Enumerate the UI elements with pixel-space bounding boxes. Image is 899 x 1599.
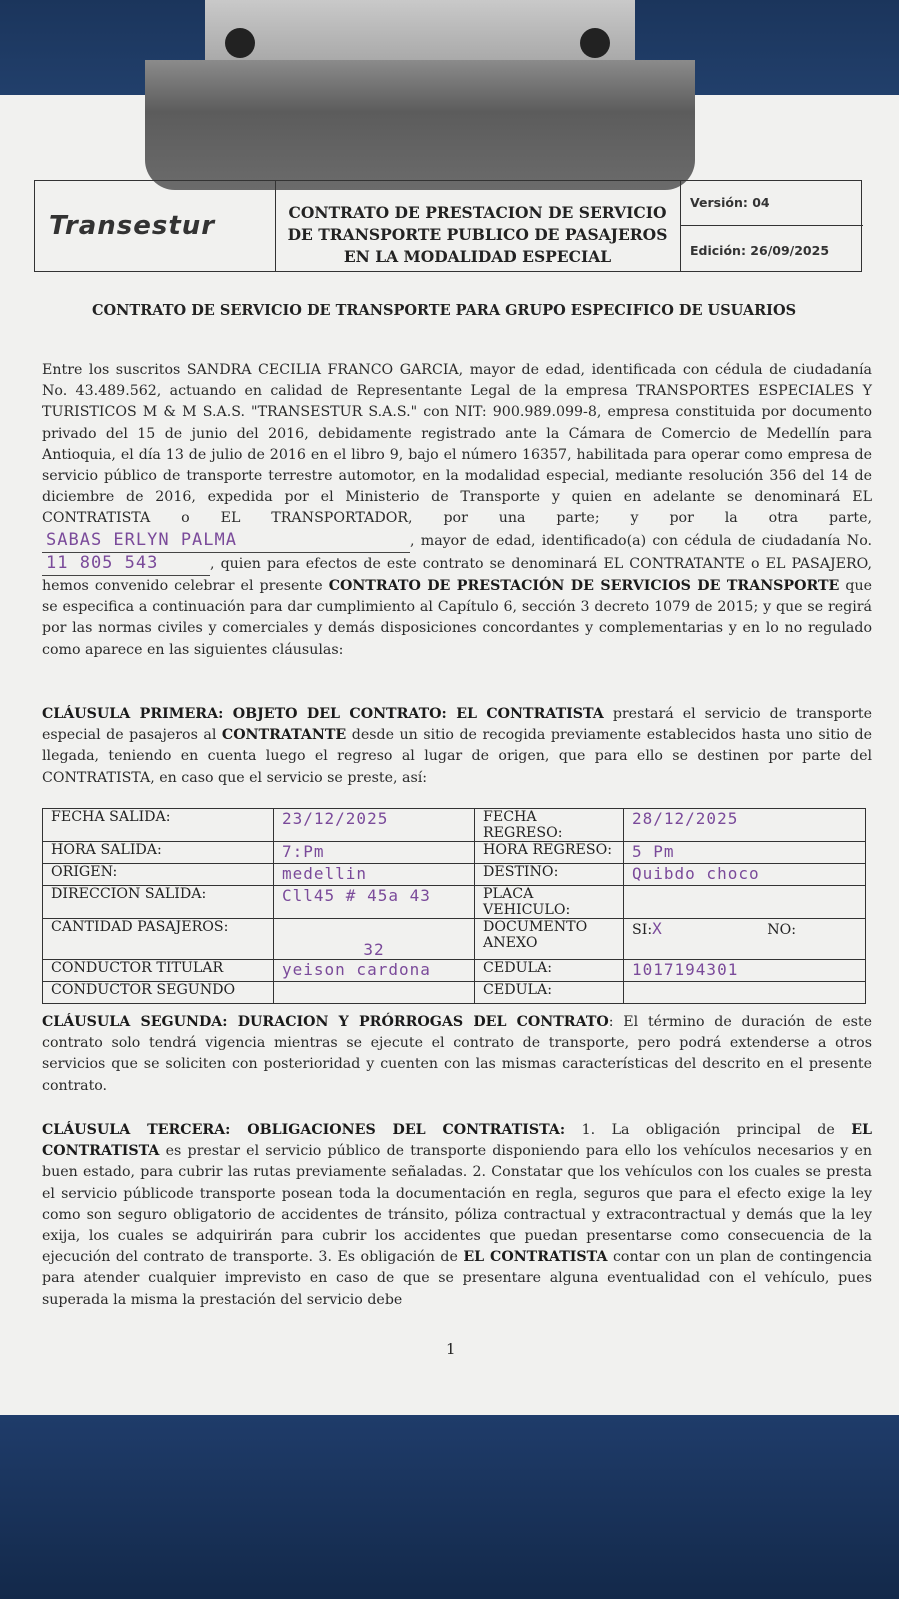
clip-hole-left — [225, 28, 255, 58]
title-cell — [275, 181, 681, 271]
direccion-label: DIRECCION SALIDA: — [43, 886, 274, 919]
hora-regreso-value: 5 Pm — [632, 842, 675, 861]
direccion-value: Cll45 # 45a 43 — [282, 886, 431, 905]
contract-subtitle: CONTRATO DE SERVICIO DE TRANSPORTE PARA GRUPO ESPECIFICO DE USUARIOS — [92, 302, 797, 319]
party-name-field — [42, 530, 410, 553]
clause-1 — [42, 704, 872, 789]
party-name: SABAS ERLYN PALMA — [46, 529, 237, 550]
documento-label: DOCUMENTO ANEXO — [475, 919, 624, 960]
table-row — [43, 809, 866, 842]
clause-1-bold: CONTRATANTE — [221, 727, 347, 744]
fecha-regreso-value: 28/12/2025 — [632, 809, 739, 828]
fecha-salida-label: FECHA SALIDA: — [43, 809, 274, 842]
clause-3-bold-1: EL CONTRATISTA — [42, 1122, 873, 1160]
table-row — [43, 842, 866, 864]
hora-salida-label: HORA SALIDA: — [43, 842, 274, 864]
clause-1-text-2: desde un sitio de recogida previamente establecidos hasta uno sitio de llegada, teniendo en cuenta luego el regreso al lugar de origen, que para ello se destinen por parte del CONTRATISTA, en caso que el servicio se preste, así: — [42, 727, 872, 786]
intro-text-5: que se especifica a continuación para dar cumplimiento al Capítulo 6, sección 3 decreto 1079 de 2015; y que se regirá por las normas civiles y comerciales y demás disposiciones concordantes y complementarias y en lo no regulado como aparece en las siguientes cláusulas: — [42, 578, 873, 658]
si-label: SI: — [632, 922, 653, 938]
title-line-1: CONTRATO DE PRESTACION DE SERVICIO — [288, 203, 667, 222]
conductor-titular-value: yeison cardona — [282, 960, 431, 979]
conductor-titular-label: CONDUCTOR TITULAR — [43, 960, 274, 982]
fecha-salida-value: 23/12/2025 — [282, 809, 389, 828]
logo-cell — [35, 181, 276, 271]
clause-2-heading: CLÁUSULA SEGUNDA: DURACION Y PRÓRROGAS DEL CONTRATO — [42, 1014, 609, 1030]
version-label: Versión: 04 — [690, 195, 770, 210]
destino-label: DESTINO: — [475, 864, 624, 886]
document-header — [34, 180, 862, 272]
si-mark: X — [652, 919, 663, 938]
clause-3-bold-2: EL CONTRATISTA — [463, 1249, 608, 1266]
no-label: NO: — [767, 922, 797, 938]
party-id-field — [42, 553, 210, 576]
header-divider — [680, 225, 863, 226]
intro-text-3: , quien para efectos de este contrato se denominará EL CONTRATANTE o EL PASAJERO, hemos convenido celebrar el presente — [42, 555, 872, 595]
party-id: 11 805 543 — [46, 552, 159, 573]
clause-3-heading: CLÁUSULA TERCERA: OBLIGACIONES DEL CONTRATISTA: — [42, 1122, 566, 1138]
conductor-segundo-label: CONDUCTOR SEGUNDO — [43, 982, 274, 1004]
cantidad-label: CANTIDAD PASAJEROS: — [43, 919, 274, 960]
clause-3-text-1: 1. La obligación principal de — [581, 1122, 835, 1138]
edition-label: Edición: 26/09/2025 — [690, 243, 830, 258]
fecha-regreso-label: FECHA REGRESO: — [475, 809, 624, 842]
placa-label: PLACA VEHICULO: — [475, 886, 624, 919]
clause-3-text-3: contar con un plan de contingencia para atender cualquier imprevisto en caso de que se presentare alguna eventualidad con el vehículo, pues superada la misma la prestación del servicio debe — [42, 1249, 872, 1308]
company-logo: Transestur — [49, 211, 216, 241]
intro-text-1: Entre los suscritos SANDRA CECILIA FRANCO GARCIA, mayor de edad, identificada con cédula de ciudadanía No. 43.489.562, actuando en calidad de Representante Legal de la empresa TRANSPORTES ESPECIALES Y TURISTICOS M & M S.A.S. "TRANSESTUR S.A.S." con NIT: 900.989.099-8, empresa constituida por documento privado del 15 de junio del 2016, debidamente registrado ante la Cámara de Comercio de Medellín para Antioquia, el día 13 de julio de 2016 en el libro 9, bajo el número 16357, habilitada para operar como empresa de servicio público de transporte terrestre automotor, en la modalidad especial, mediante resolución 356 del 14 de diciembre de 2016, expedida por el Ministerio de Transporte y quien en adelante se denominará EL CONTRATISTA o EL TRANSPORTADOR, por una parte; y por la otra parte, — [42, 362, 872, 527]
title-line-3: EN LA MODALIDAD ESPECIAL — [343, 247, 612, 266]
hora-regreso-label: HORA REGRESO: — [475, 842, 624, 864]
intro-contract-name: CONTRATO DE PRESTACIÓN DE SERVICIOS DE TRANSPORTE — [328, 578, 840, 595]
service-details-table — [42, 808, 866, 1004]
destino-value: Quibdo choco — [632, 864, 760, 883]
clause-3-text-2: es prestar el servicio público de transporte disponiendo para ello los vehículos necesarios y en buen estado, para cubrir las rutas previamente señaladas. 2. Constatar que los vehículos con los cuales se presta el servicio públicode transporte posean toda la documentación en regla, seguros que para el efecto exige la ley como son seguro obligatorio de accidentes de tránsito, póliza contractual y extracontractual y demás que la ley exija, los cuales se adquirirán para cubrir los accidentes que puedan presentarse como consecuencia de la ejecución del contrato de transporte. 3. Es obligación de — [42, 1143, 872, 1266]
clip-hole-right — [580, 28, 610, 58]
clause-2-text: : El término de duración de este contrato solo tendrá vigencia mientras se ejecute el contrato de transporte, pero podrá extenderse a otros servicios que se soliciten con posterioridad y cuenten con las mismas características del descrito en el presente contrato. — [42, 1014, 872, 1094]
cedula-1-label: CEDULA: — [475, 960, 624, 982]
clause-1-heading: CLÁUSULA PRIMERA: OBJETO DEL CONTRATO: EL CONTRATISTA — [42, 706, 604, 722]
cedula-1-value: 1017194301 — [632, 960, 739, 979]
clause-3 — [42, 1120, 872, 1311]
origen-label: ORIGEN: — [43, 864, 274, 886]
table-row — [43, 886, 866, 919]
cedula-2-label: CEDULA: — [475, 982, 624, 1004]
cantidad-value: 32 — [363, 940, 385, 959]
page-number: 1 — [446, 1340, 456, 1358]
hora-salida-value: 7:Pm — [282, 842, 325, 861]
clipboard-clip — [145, 60, 695, 190]
clause-2 — [42, 1012, 872, 1097]
intro-text-2: , mayor de edad, identificado(a) con cédula de ciudadanía No. — [410, 532, 872, 549]
table-row — [43, 864, 866, 886]
clause-1-text-1: prestará el servicio de transporte especial de pasajeros al — [42, 706, 872, 744]
table-row — [43, 919, 866, 960]
table-row — [43, 960, 866, 982]
clipboard-bottom — [0, 1415, 899, 1599]
table-row — [43, 982, 866, 1004]
title-line-2: DE TRANSPORTE PUBLICO DE PASAJEROS — [287, 225, 668, 244]
intro-paragraph — [42, 360, 872, 661]
origen-value: medellin — [282, 864, 368, 883]
